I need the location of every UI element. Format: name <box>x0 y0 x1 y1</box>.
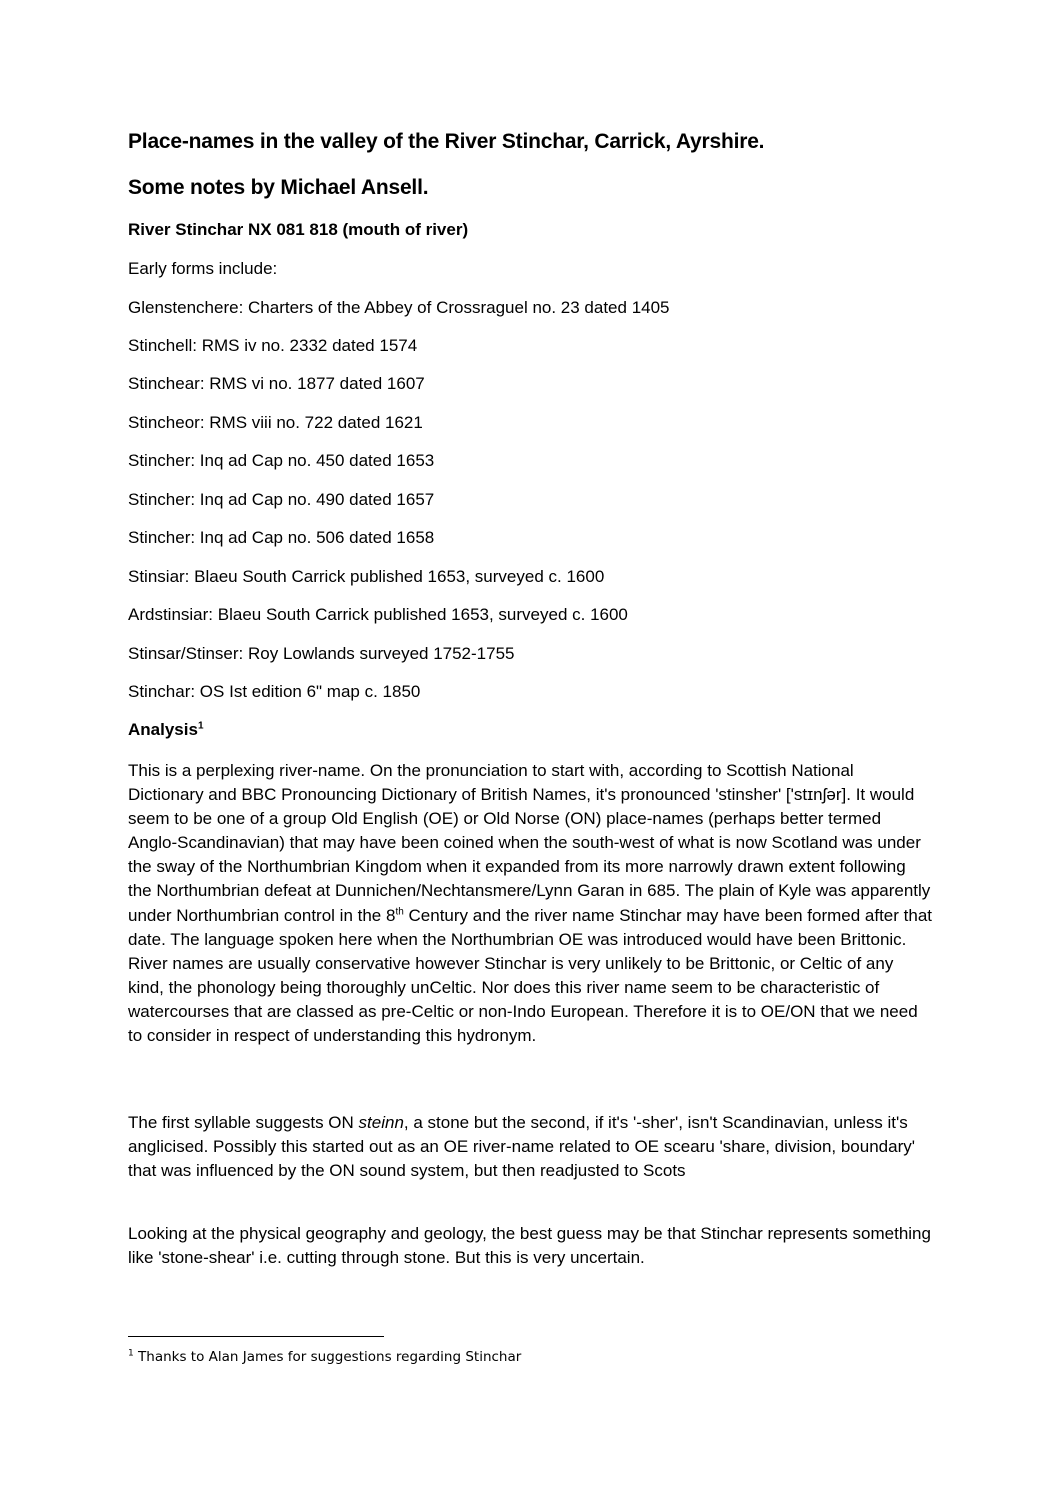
early-form-item: Stincher: Inq ad Cap no. 490 dated 1657 <box>128 490 435 509</box>
paragraph-2-text-b: , a stone but the second, if it's '-sher', isn't Scandinavian, unless it's anglicised. Possibly this started out as an OE river-name related to OE scearu 'share, division, boundary' that was influenced by the ON sound system, but then readjusted to Scots <box>128 1113 915 1181</box>
early-form-item: Stinsiar: Blaeu South Carrick published 1653, surveyed c. 1600 <box>128 567 605 586</box>
paragraph-2-italic-term: steinn <box>358 1113 404 1132</box>
early-form-item: Glenstenchere: Charters of the Abbey of Crossraguel no. 23 dated 1405 <box>128 298 670 317</box>
analysis-heading-text: Analysis <box>128 720 198 739</box>
early-form-item: Stincher: Inq ad Cap no. 450 dated 1653 <box>128 451 435 470</box>
footnote-text: Thanks to Alan James for suggestions regarding Stinchar <box>133 1349 522 1365</box>
early-form-item: Ardstinsiar: Blaeu South Carrick published 1653, surveyed c. 1600 <box>128 605 628 624</box>
analysis-heading <box>128 720 204 740</box>
early-form-item: Stinchar: OS Ist edition 6" map c. 1850 <box>128 682 421 701</box>
paragraph-1-text-a: This is a perplexing river-name. On the pronunciation to start with, according to Scottish National Dictionary and BBC Pronouncing Dictionary of British Names, it's pronounced 'stinsher' ['stɪnʃər]. It would seem to be one of a group Old English (OE) or Old Norse (ON) place-names (perhaps better termed Anglo-Scandinavian) that may have been coined when the south-west of what is now Scotland was under the sway of the Northumbrian Kingdom when it expanded from its more narrowly drawn extent following the Northumbrian defeat at Dunnichen/Nechtansmere/Lynn Garan in 685. The plain of Kyle was apparently under Northumbrian control in the 8 <box>128 761 931 925</box>
early-form-item: Stinsar/Stinser: Roy Lowlands surveyed 1752-1755 <box>128 644 515 663</box>
paragraph-2-text-a: The first syllable suggests ON <box>128 1113 359 1132</box>
analysis-paragraph-1 <box>128 759 933 1048</box>
footnote-reference: 1 <box>197 720 204 732</box>
early-form-item: Stinchear: RMS vi no. 1877 dated 1607 <box>128 374 425 393</box>
paragraph-1-superscript: th <box>395 905 404 917</box>
early-form-item: Stincheor: RMS viii no. 722 dated 1621 <box>128 413 423 432</box>
footnote-mark: 1 <box>128 1348 134 1359</box>
paragraph-1-text-b: Century and the river name Stinchar may have been formed after that date. The language spoken here when the Northumbrian OE was introduced would have been Brittonic. River names are usually conservative however Stinchar is very unlikely to be Brittonic, or Celtic of any kind, the phonology being thoroughly unCeltic. Nor does this river name seem to be characteristic of watercourses that are classed as pre-Celtic or non-Indo European. Therefore it is to OE/ON that we need to consider in respect of understanding this hydronym. <box>128 905 933 1046</box>
early-forms-intro: Early forms include: <box>128 259 278 278</box>
analysis-paragraph-2 <box>128 1111 933 1183</box>
document-title: Place-names in the valley of the River Stinchar, Carrick, Ayrshire. <box>128 130 765 153</box>
document-subtitle: Some notes by Michael Ansell. <box>128 176 429 199</box>
early-form-item: Stincher: Inq ad Cap no. 506 dated 1658 <box>128 528 435 547</box>
river-heading: River Stinchar NX 081 818 (mouth of river) <box>128 220 469 239</box>
footnote-separator <box>128 1336 384 1337</box>
footnote <box>128 1349 521 1365</box>
analysis-paragraph-3: Looking at the physical geography and geology, the best guess may be that Stinchar represents something like 'stone-shear' i.e. cutting through stone. But this is very uncertain. <box>128 1224 931 1268</box>
early-form-item: Stinchell: RMS iv no. 2332 dated 1574 <box>128 336 418 355</box>
